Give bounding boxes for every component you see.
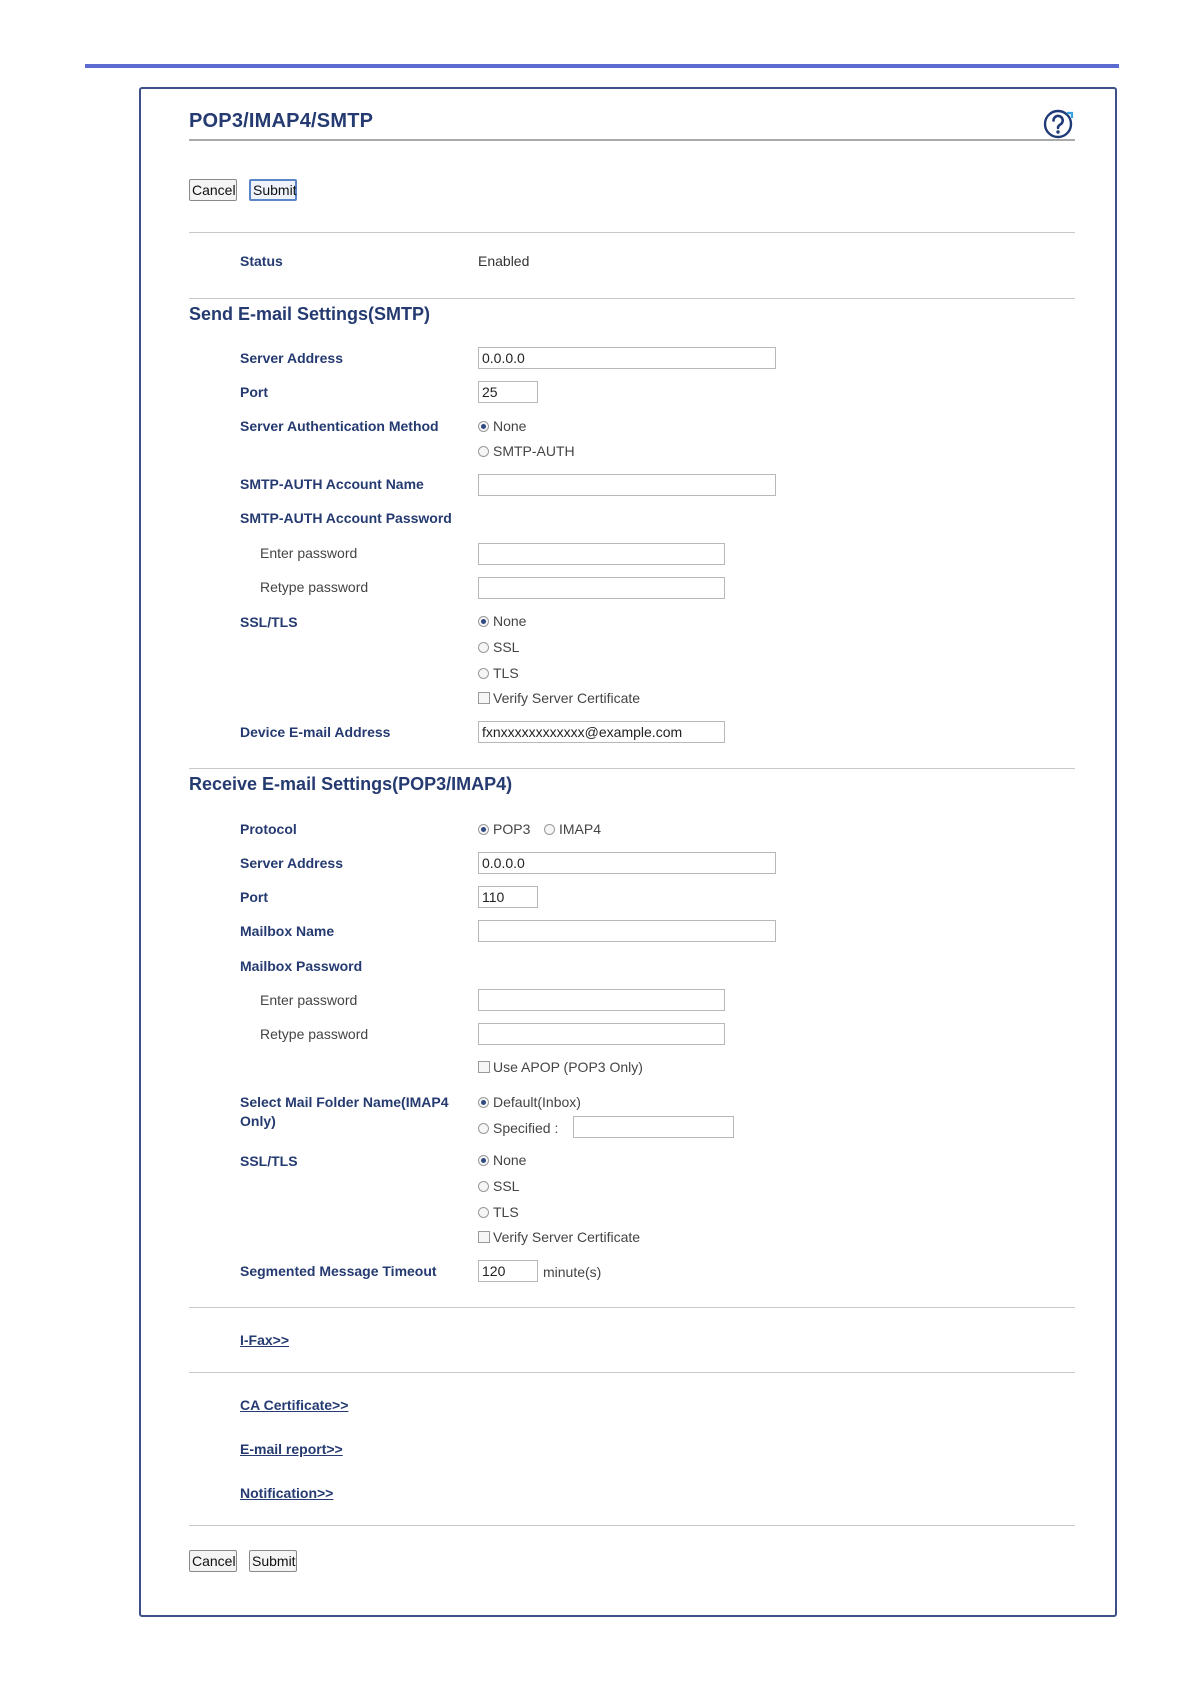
mailbox-password-label: Mailbox Password xyxy=(240,958,363,974)
folder-specified-input[interactable] xyxy=(573,1116,734,1138)
pop-protocol-imap4-radio[interactable] xyxy=(544,820,601,838)
smtp-port-input[interactable] xyxy=(478,381,538,403)
smtp-enter-password-label: Enter password xyxy=(260,545,358,561)
smtp-verify-cert-checkbox[interactable] xyxy=(478,689,640,707)
smtp-account-name-input[interactable] xyxy=(478,474,776,496)
smtp-auth-method-label: Server Authentication Method xyxy=(240,418,439,434)
ifax-link[interactable]: I-Fax>> xyxy=(240,1332,290,1348)
radio-label: None xyxy=(493,613,527,629)
divider xyxy=(189,1372,1075,1373)
timeout-unit: minute(s) xyxy=(543,1264,602,1280)
divider xyxy=(189,1525,1075,1526)
smtp-ssl-label: SSL/TLS xyxy=(240,614,298,630)
notification-link[interactable]: Notification>> xyxy=(240,1485,334,1501)
checkbox-icon xyxy=(478,1061,490,1073)
divider xyxy=(189,298,1075,299)
device-email-input[interactable] xyxy=(478,721,725,743)
radio-label: IMAP4 xyxy=(559,821,602,837)
radio-label: SSL xyxy=(493,639,520,655)
mail-folder-label-line1: Select Mail Folder Name(IMAP4 xyxy=(240,1094,449,1110)
smtp-enter-password-input[interactable] xyxy=(478,543,725,565)
radio-icon xyxy=(478,668,489,679)
smtp-account-password-label: SMTP-AUTH Account Password xyxy=(240,510,452,526)
cancel-button-bottom[interactable]: Cancel xyxy=(189,1550,237,1572)
checkbox-label: Verify Server Certificate xyxy=(493,1229,641,1245)
radio-icon xyxy=(478,642,489,653)
radio-icon xyxy=(478,1181,489,1192)
checkbox-icon xyxy=(478,692,490,704)
status-label: Status xyxy=(240,253,283,269)
mailbox-name-input[interactable] xyxy=(478,920,776,942)
smtp-retype-password-input[interactable] xyxy=(478,577,725,599)
folder-default-radio[interactable] xyxy=(478,1093,581,1111)
pop-protocol-pop3-radio[interactable] xyxy=(478,820,530,838)
smtp-auth-none-radio[interactable] xyxy=(478,417,526,435)
cancel-button-top[interactable]: Cancel xyxy=(189,179,237,201)
radio-label: TLS xyxy=(493,665,519,681)
divider xyxy=(189,768,1075,769)
apop-checkbox[interactable] xyxy=(478,1058,643,1076)
radio-selected-icon xyxy=(478,1097,489,1108)
pop-enter-password-label: Enter password xyxy=(260,992,358,1008)
checkbox-label: Verify Server Certificate xyxy=(493,690,641,706)
folder-specified-radio[interactable] xyxy=(478,1119,558,1137)
pop-protocol-label: Protocol xyxy=(240,821,297,837)
smtp-port-label: Port xyxy=(240,384,268,400)
radio-label: SSL xyxy=(493,1178,520,1194)
divider xyxy=(189,1307,1075,1308)
mail-folder-label-line2: Only) xyxy=(240,1113,276,1129)
radio-icon xyxy=(478,1123,489,1134)
smtp-ssl-ssl-radio[interactable] xyxy=(478,638,519,656)
radio-selected-icon xyxy=(478,421,489,432)
divider xyxy=(189,232,1075,233)
pop-ssl-ssl-radio[interactable] xyxy=(478,1177,519,1195)
radio-label: POP3 xyxy=(493,821,531,837)
pop-server-address-label: Server Address xyxy=(240,855,343,871)
radio-icon xyxy=(478,446,489,457)
status-value: Enabled xyxy=(478,253,530,269)
pop-port-input[interactable] xyxy=(478,886,538,908)
radio-icon xyxy=(478,1207,489,1218)
help-question-icon[interactable] xyxy=(1043,108,1075,140)
pop-retype-password-input[interactable] xyxy=(478,1023,725,1045)
pop-server-address-input[interactable] xyxy=(478,852,776,874)
radio-selected-icon xyxy=(478,1155,489,1166)
radio-label: TLS xyxy=(493,1204,519,1220)
device-email-label: Device E-mail Address xyxy=(240,724,391,740)
smtp-server-address-label: Server Address xyxy=(240,350,343,366)
smtp-auth-smtpauth-radio[interactable] xyxy=(478,442,575,460)
radio-label: Specified : xyxy=(493,1120,559,1136)
smtp-account-name-label: SMTP-AUTH Account Name xyxy=(240,476,424,492)
pop-ssl-label: SSL/TLS xyxy=(240,1153,298,1169)
mailbox-name-label: Mailbox Name xyxy=(240,923,335,939)
timeout-input[interactable] xyxy=(478,1260,538,1282)
smtp-retype-password-label: Retype password xyxy=(260,579,369,595)
submit-button-top[interactable]: Submit xyxy=(249,179,297,201)
radio-icon xyxy=(544,824,555,835)
checkbox-icon xyxy=(478,1231,490,1243)
submit-button-bottom[interactable]: Submit xyxy=(249,1550,297,1572)
radio-label: None xyxy=(493,1152,527,1168)
pop-section-heading: Receive E-mail Settings(POP3/IMAP4) xyxy=(189,774,513,794)
smtp-section-heading: Send E-mail Settings(SMTP) xyxy=(189,304,431,324)
top-accent-line xyxy=(85,64,1119,68)
pop-enter-password-input[interactable] xyxy=(478,989,725,1011)
pop-verify-cert-checkbox[interactable] xyxy=(478,1228,640,1246)
timeout-label: Segmented Message Timeout xyxy=(240,1263,437,1279)
checkbox-label: Use APOP (POP3 Only) xyxy=(493,1059,643,1075)
email-report-link[interactable]: E-mail report>> xyxy=(240,1441,343,1457)
radio-label: Default(Inbox) xyxy=(493,1094,581,1110)
radio-label: SMTP-AUTH xyxy=(493,443,575,459)
radio-label: None xyxy=(493,418,527,434)
smtp-server-address-input[interactable] xyxy=(478,347,776,369)
pop-retype-password-label: Retype password xyxy=(260,1026,369,1042)
page-title: POP3/IMAP4/SMTP xyxy=(189,110,374,132)
ca-certificate-link[interactable]: CA Certificate>> xyxy=(240,1397,349,1413)
smtp-ssl-none-radio[interactable] xyxy=(478,612,526,630)
smtp-ssl-tls-radio[interactable] xyxy=(478,664,519,682)
title-divider xyxy=(189,139,1075,141)
pop-ssl-none-radio[interactable] xyxy=(478,1151,526,1169)
radio-selected-icon xyxy=(478,616,489,627)
radio-selected-icon xyxy=(478,824,489,835)
pop-port-label: Port xyxy=(240,889,268,905)
pop-ssl-tls-radio[interactable] xyxy=(478,1203,519,1221)
